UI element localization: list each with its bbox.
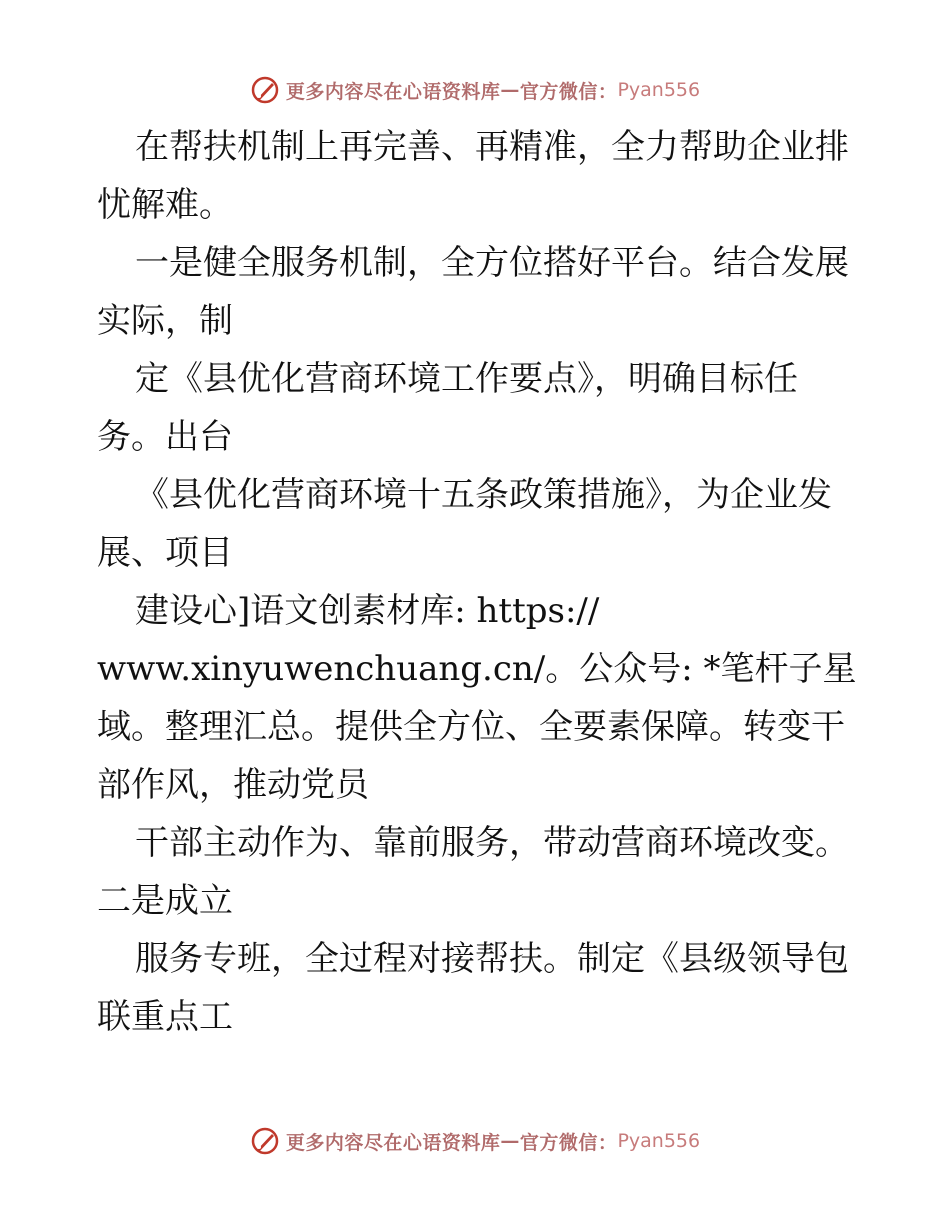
body-line: 服务专班，全过程对接帮扶。制定《县级领导包 xyxy=(135,939,849,979)
body-line: 定《县优化营商环境工作要点》，明确目标任 xyxy=(135,359,798,399)
watermark-brand: 更多内容尽在心语资料库 xyxy=(285,1131,501,1154)
body-line: www.xinyuwenchuang.cn/。公众号: *笔杆子星 xyxy=(97,649,857,689)
body-line: 二是成立 xyxy=(97,881,233,921)
document-body xyxy=(97,118,857,1046)
body-line: 建设心]语文创素材库: https:// xyxy=(135,591,600,631)
body-line: 域。整理汇总。提供全方位、全要素保障。转变干 xyxy=(97,707,845,747)
pen-logo-icon xyxy=(250,1126,280,1156)
watermark-wechat-id: Pyan556 xyxy=(617,79,701,101)
header-watermark xyxy=(0,72,950,108)
body-line: 展、项目 xyxy=(97,533,233,573)
body-line: 一是健全服务机制，全方位搭好平台。结合发展 xyxy=(135,243,849,283)
watermark-separator: — xyxy=(500,1130,520,1152)
watermark-brand: 更多内容尽在心语资料库 xyxy=(285,80,501,103)
watermark-wechat-id: Pyan556 xyxy=(617,1130,701,1152)
watermark-wechat-label: 官方微信： xyxy=(519,1131,618,1154)
body-line: 忧解难。 xyxy=(97,185,233,225)
watermark-wechat-label: 官方微信： xyxy=(519,80,618,103)
watermark-separator: — xyxy=(500,79,520,101)
body-line: 《县优化营商环境十五条政策措施》，为企业发 xyxy=(135,475,832,515)
body-line: 实际，制 xyxy=(97,301,233,341)
body-line: 干部主动作为、靠前服务，带动营商环境改变。 xyxy=(135,823,849,863)
body-line: 务。出台 xyxy=(97,417,233,457)
pen-logo-icon xyxy=(250,75,280,105)
footer-watermark xyxy=(0,1123,950,1159)
body-line: 部作风，推动党员 xyxy=(97,765,369,805)
body-line: 在帮扶机制上再完善、再精准，全力帮助企业排 xyxy=(135,127,849,167)
body-line: 联重点工 xyxy=(97,997,233,1037)
